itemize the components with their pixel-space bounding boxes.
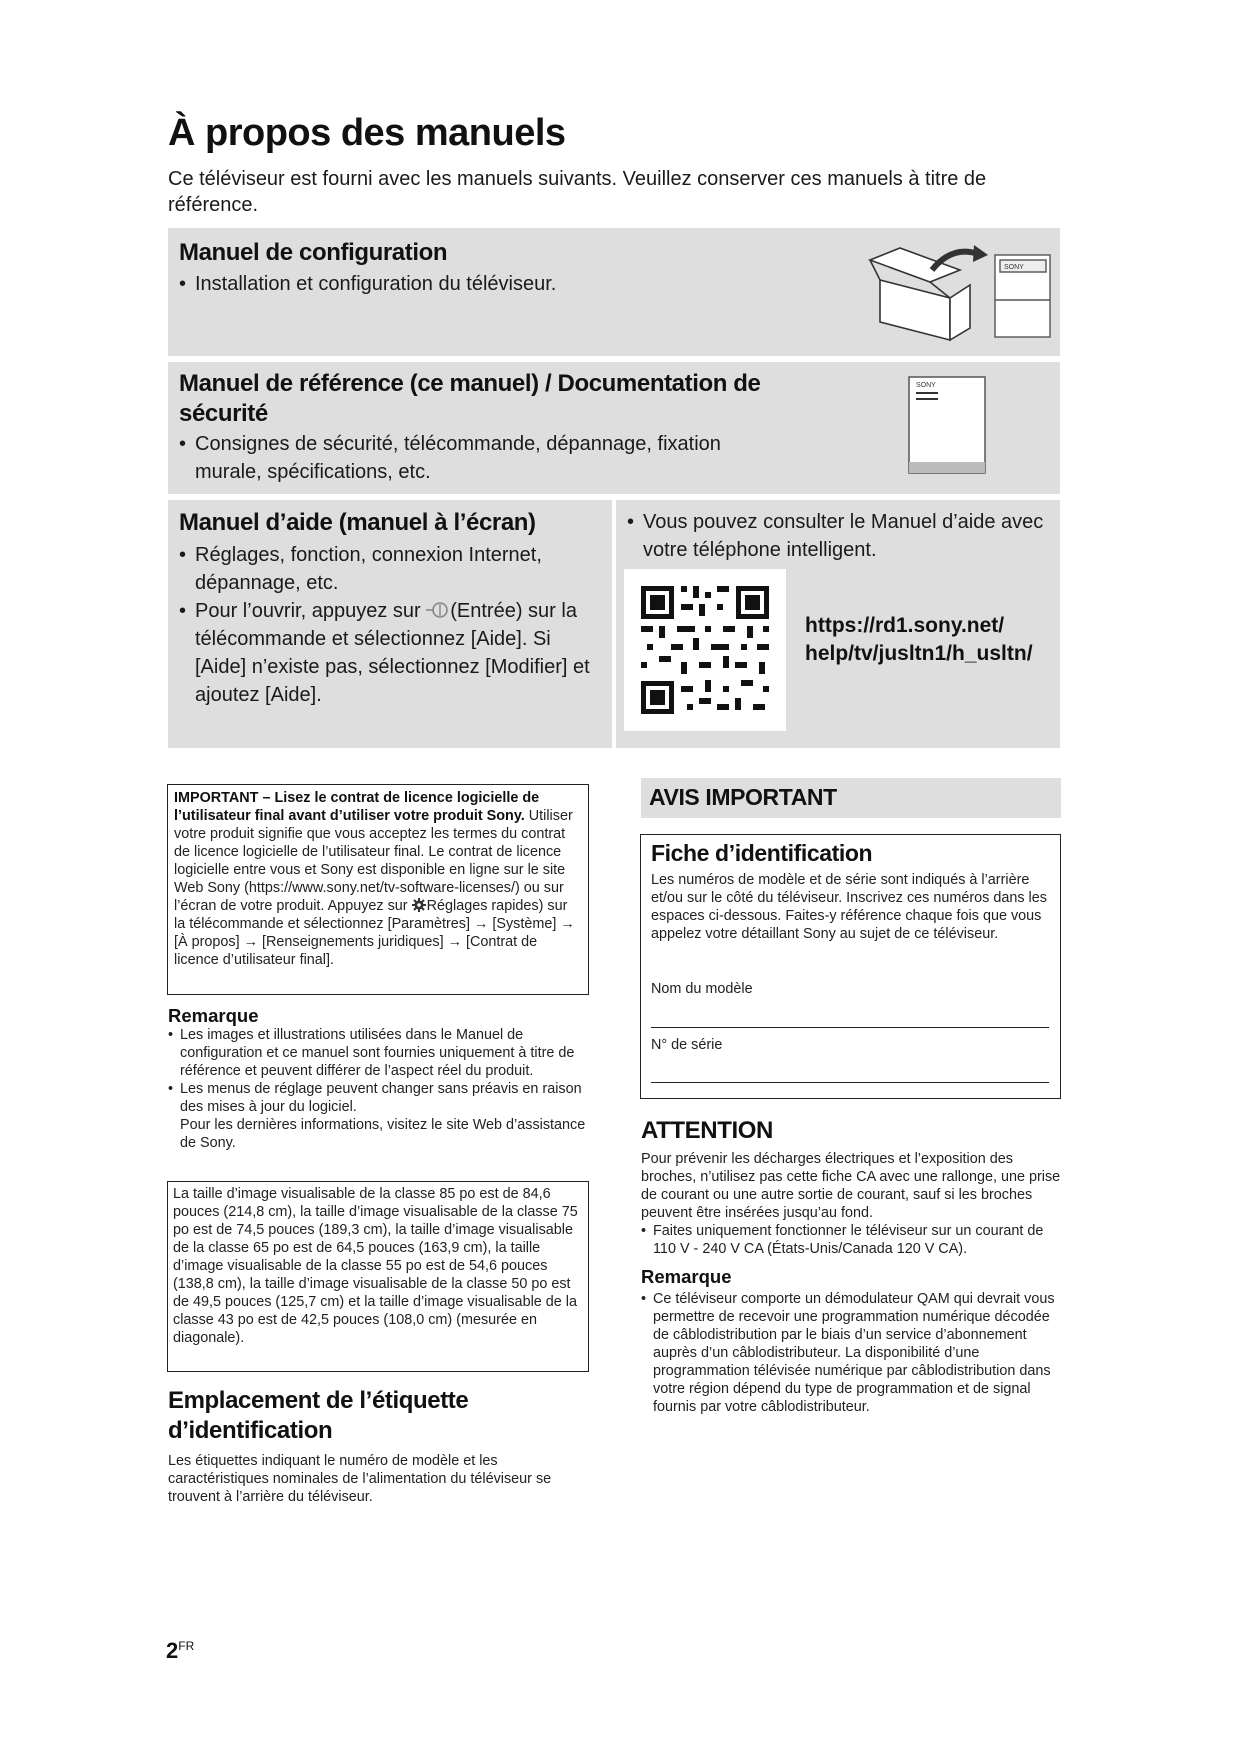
page-title: À propos des manuels <box>168 112 566 154</box>
help-url[interactable] <box>805 612 1033 668</box>
identification-card-text: Les numéros de modèle et de série sont indiqués à l’arrière et/ou sur le côté du téléviseur. Inscrivez ces numéros dans les espaces ci-dessous. Faites-y référence chaque fois que vous appelez votre détaillant Sony au sujet de ce téléviseur. <box>651 872 1047 942</box>
box-and-manual-illustration <box>860 240 1055 345</box>
avis-important-banner <box>641 778 1061 818</box>
screen-size-text: La taille d’image visualisable de la classe 85 po est de 84,6 pouces (214,8 cm), la taille d’image visualisable de la classe 75 po est de 74,5 pouces (189,3 cm), la taille d’image visualisable de la classe 65 po est de 64,5 pouces (163,9 cm), la taille d’image visualisable de la classe 55 po est de 54,6 pouces (138,8 cm), la taille d’image visualisable de la classe 50 po est de 49,5 pouces (125,7 cm) et la taille d’image visualisable de la classe 43 po est de 42,5 pouces (108,0 cm) (mesurée en diagonale). <box>173 1186 578 1346</box>
help-phone-bullet: • Vous pouvez consulter le Manuel d’aide avec votre téléphone intelligent. <box>627 508 1052 564</box>
license-notice-box <box>167 784 589 995</box>
attention-section <box>641 1150 1069 1258</box>
attention-bullets <box>641 1222 1069 1258</box>
remarque-right-heading: Remarque <box>641 1266 732 1287</box>
manual-document-illustration <box>908 376 988 476</box>
avis-important-heading: AVIS IMPORTANT <box>649 784 837 810</box>
intro-text: Ce téléviseur est fourni avec les manuels suivants. Veuillez conserver ces manuels à titre de référence. <box>168 168 987 216</box>
license-notice-body-end: Réglages rapides) sur la télécommande et sélectionnez [Paramètres] → [Système] → [À propos] → [Renseignements juridiques] → [Contrat de licence d’utilisateur final]. <box>174 898 575 968</box>
attention-bullet: • Faites uniquement fonctionner le téléviseur sur un courant de 110 V - 240 V CA (États-Unis/Canada 120 V CA). <box>641 1222 1069 1258</box>
setup-illustration-brand: SONY <box>1004 264 1024 271</box>
setup-manual-heading: Manuel de configuration <box>179 239 448 266</box>
label-location-heading: Emplacement de l’étiquette d’identification <box>168 1387 469 1444</box>
remarque-left-bullet-2-extra: Pour les dernières informations, visitez le site Web d’assistance de Sony. <box>180 1117 586 1151</box>
remarque-left-bullet-2-text: Les menus de réglage peuvent changer sans préavis en raison des mises à jour du logiciel. <box>180 1081 582 1115</box>
enter-button-icon <box>426 600 448 620</box>
quick-settings-gear-icon <box>412 898 426 912</box>
model-name-label: Nom du modèle <box>651 981 753 997</box>
page-number-value: 2 <box>166 1638 179 1663</box>
help-phone-bullets <box>627 508 1052 564</box>
setup-bullet: • Installation et configuration du téléviseur. <box>179 270 819 298</box>
help-url-line-2: help/tv/jusltn1/h_usltn/ <box>805 642 1033 665</box>
help-bullet-1: • Réglages, fonction, connexion Internet, dépannage, etc. <box>179 541 604 597</box>
license-notice-text <box>174 789 582 969</box>
help-bullet-2 <box>179 597 604 709</box>
reference-illustration-brand: SONY <box>916 382 936 389</box>
reference-manual-bullets <box>179 430 779 486</box>
remarque-right-bullet: • Ce téléviseur comporte un démodulateur QAM qui devrait vous permettre de recevoir une programmation numérique décodée de câblodistribution par le biais d’un service d’abonnement auprès d’un câblodistributeur. La disponibilité d’une programmation télévisée numérique par câblodistribution dans votre région dépend du type de programmation et de signal fournis par votre câblodistributeur. <box>641 1290 1061 1416</box>
page-language: FR <box>178 1639 195 1653</box>
help-qr-code[interactable] <box>624 569 786 731</box>
label-location-text: Les étiquettes indiquant le numéro de modèle et les caractéristiques nominales de l’alimentation du téléviseur se trouvent à l’arrière du téléviseur. <box>168 1453 552 1505</box>
attention-text: Pour prévenir les décharges électriques et l’exposition des broches, n’utilisez pas cette fiche CA avec une rallonge, une prise de courant ou une autre sortie de courant, sauf si les broches peuvent être insérées jusqu’au fond. <box>641 1151 1061 1221</box>
model-name-line <box>651 1027 1049 1028</box>
help-manual-bullets <box>179 541 604 709</box>
serial-number-label: N° de série <box>651 1037 723 1053</box>
help-bullet-2-after: (Entrée) sur la télécommande et sélectionnez [Aide]. Si [Aide] n’existe pas, sélectionnez [Modifier] et ajoutez [Aide]. <box>195 600 590 706</box>
reference-manual-heading: Manuel de référence (ce manuel) / Documentation de sécurité <box>179 370 761 427</box>
help-url-line-1: https://rd1.sony.net/ <box>805 614 1005 637</box>
remarque-left-bullets <box>168 1026 586 1152</box>
license-notice-bold: IMPORTANT – Lisez le contrat de licence logicielle de l’utilisateur final avant d’utiliser votre produit Sony. <box>174 790 540 824</box>
attention-heading: ATTENTION <box>641 1117 773 1144</box>
license-notice-body: Utiliser votre produit signifie que vous acceptez les termes du contrat de licence logicielle de l’utilisateur final. Le contrat de licence logicielle entre vous et Sony est disponible en ligne sur le site Web Sony (https://www.sony.net/tv-software-licenses/) ou sur l’écran de votre produit. Appuyez sur <box>174 808 573 914</box>
serial-number-line <box>651 1082 1049 1083</box>
page-number <box>166 1638 194 1664</box>
help-manual-heading: Manuel d’aide (manuel à l’écran) <box>179 509 536 536</box>
setup-manual-bullets <box>179 270 819 298</box>
remarque-left-heading: Remarque <box>168 1005 259 1026</box>
remarque-right-bullets <box>641 1290 1061 1416</box>
identification-card <box>640 834 1061 1099</box>
screen-size-box <box>167 1181 589 1372</box>
remarque-left-bullet-1: • Les images et illustrations utilisées dans le Manuel de configuration et ce manuel sont fournies uniquement à titre de référence et peuvent différer de l’aspect réel du produit. <box>168 1026 586 1080</box>
reference-bullet: • Consignes de sécurité, télécommande, dépannage, fixation murale, spécifications, etc. <box>179 430 779 486</box>
remarque-left-bullet-2 <box>168 1080 586 1152</box>
identification-card-heading: Fiche d’identification <box>651 840 873 866</box>
help-bullet-2-before: Pour l’ouvrir, appuyez sur <box>195 600 427 622</box>
